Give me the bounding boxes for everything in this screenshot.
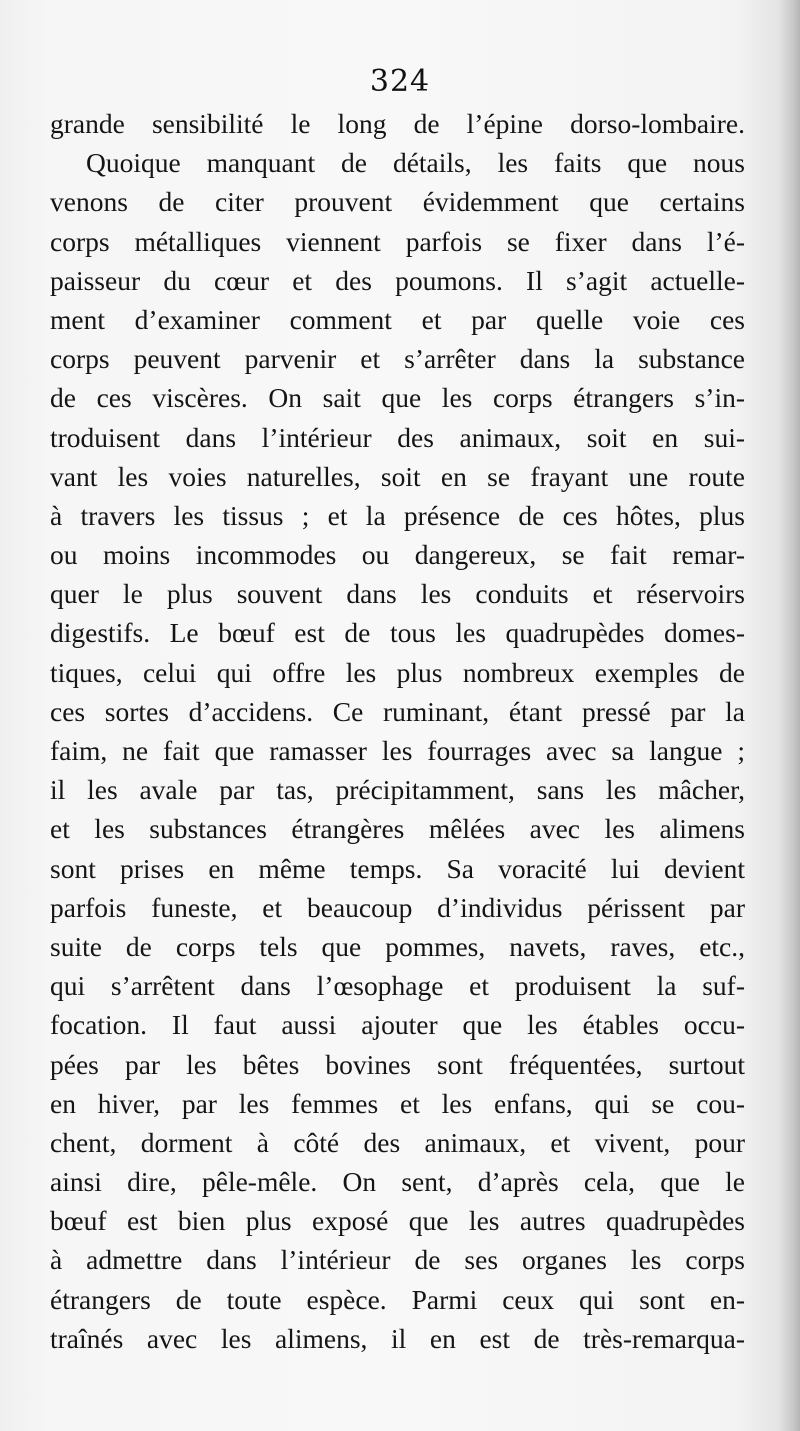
text-line: vant les voies naturelles, soit en se frayant une route — [50, 460, 745, 492]
text-line: bœuf est bien plus exposé que les autres quadrupèdes — [50, 1205, 745, 1237]
text-line: digestifs. Le bœuf est de tous les quadrupèdes domes- — [50, 617, 745, 649]
text-line: chent, dorment à côté des animaux, et vivent, pour — [50, 1126, 745, 1158]
text-line: et les substances étrangères mêlées avec les alimens — [50, 813, 745, 845]
text-line: de ces viscères. On sait que les corps étrangers s’in- — [50, 382, 745, 414]
text-line: grande sensibilité le long de l’épine dorso-lombaire. — [50, 108, 745, 139]
text-line: Quoique manquant de détails, les faits que nous — [86, 147, 745, 179]
text-line: corps peuvent parvenir et s’arrêter dans la substance — [50, 343, 745, 375]
text-line: qui s’arrêtent dans l’œsophage et produisent la suf- — [50, 970, 745, 1002]
text-line: traînés avec les alimens, il en est de très-remarqua- — [50, 1322, 745, 1354]
text-line: pées par les bêtes bovines sont fréquentées, surtout — [50, 1048, 745, 1080]
text-line: corps métalliques viennent parfois se fixer dans l’é- — [50, 225, 745, 257]
text-line: quer le plus souvent dans les conduits et réservoirs — [50, 578, 745, 610]
text-line: tiques, celui qui offre les plus nombreux exemples de — [50, 656, 745, 688]
text-line: faim, ne fait que ramasser les fourrages avec sa langue ; — [50, 735, 745, 766]
text-line: à travers les tissus ; et la présence de ces hôtes, plus — [50, 499, 745, 531]
text-line: ces sortes d’accidens. Ce ruminant, étant pressé par la — [50, 695, 745, 727]
text-line: venons de citer prouvent évidemment que certains — [50, 186, 745, 218]
text-line: suite de corps tels que pommes, navets, raves, etc., — [50, 930, 745, 962]
body-text — [50, 104, 745, 1358]
text-line: paisseur du cœur et des poumons. Il s’agit actuelle- — [50, 264, 745, 296]
text-line: ment d’examiner comment et par quelle voie ces — [50, 303, 745, 335]
page-edge-shadow — [778, 0, 800, 1431]
text-line: troduisent dans l’intérieur des animaux, soit en sui- — [50, 421, 745, 453]
text-line: parfois funeste, et beaucoup d’individus périssent par — [50, 891, 745, 923]
text-line: en hiver, par les femmes et les enfans, qui se cou- — [50, 1087, 745, 1119]
text-line: étrangers de toute espèce. Parmi ceux qui sont en- — [50, 1283, 745, 1315]
text-line: sont prises en même temps. Sa voracité lui devient — [50, 852, 745, 884]
text-line: il les avale par tas, précipitamment, sans les mâcher, — [50, 774, 745, 806]
text-line: focation. Il faut aussi ajouter que les étables occu- — [50, 1009, 745, 1041]
text-line: ainsi dire, pêle-mêle. On sent, d’après cela, que le — [50, 1166, 745, 1198]
page-number: 324 — [369, 64, 431, 99]
text-line: ou moins incommodes ou dangereux, se fait remar- — [50, 539, 745, 571]
text-line: à admettre dans l’intérieur de ses organes les corps — [50, 1244, 745, 1276]
